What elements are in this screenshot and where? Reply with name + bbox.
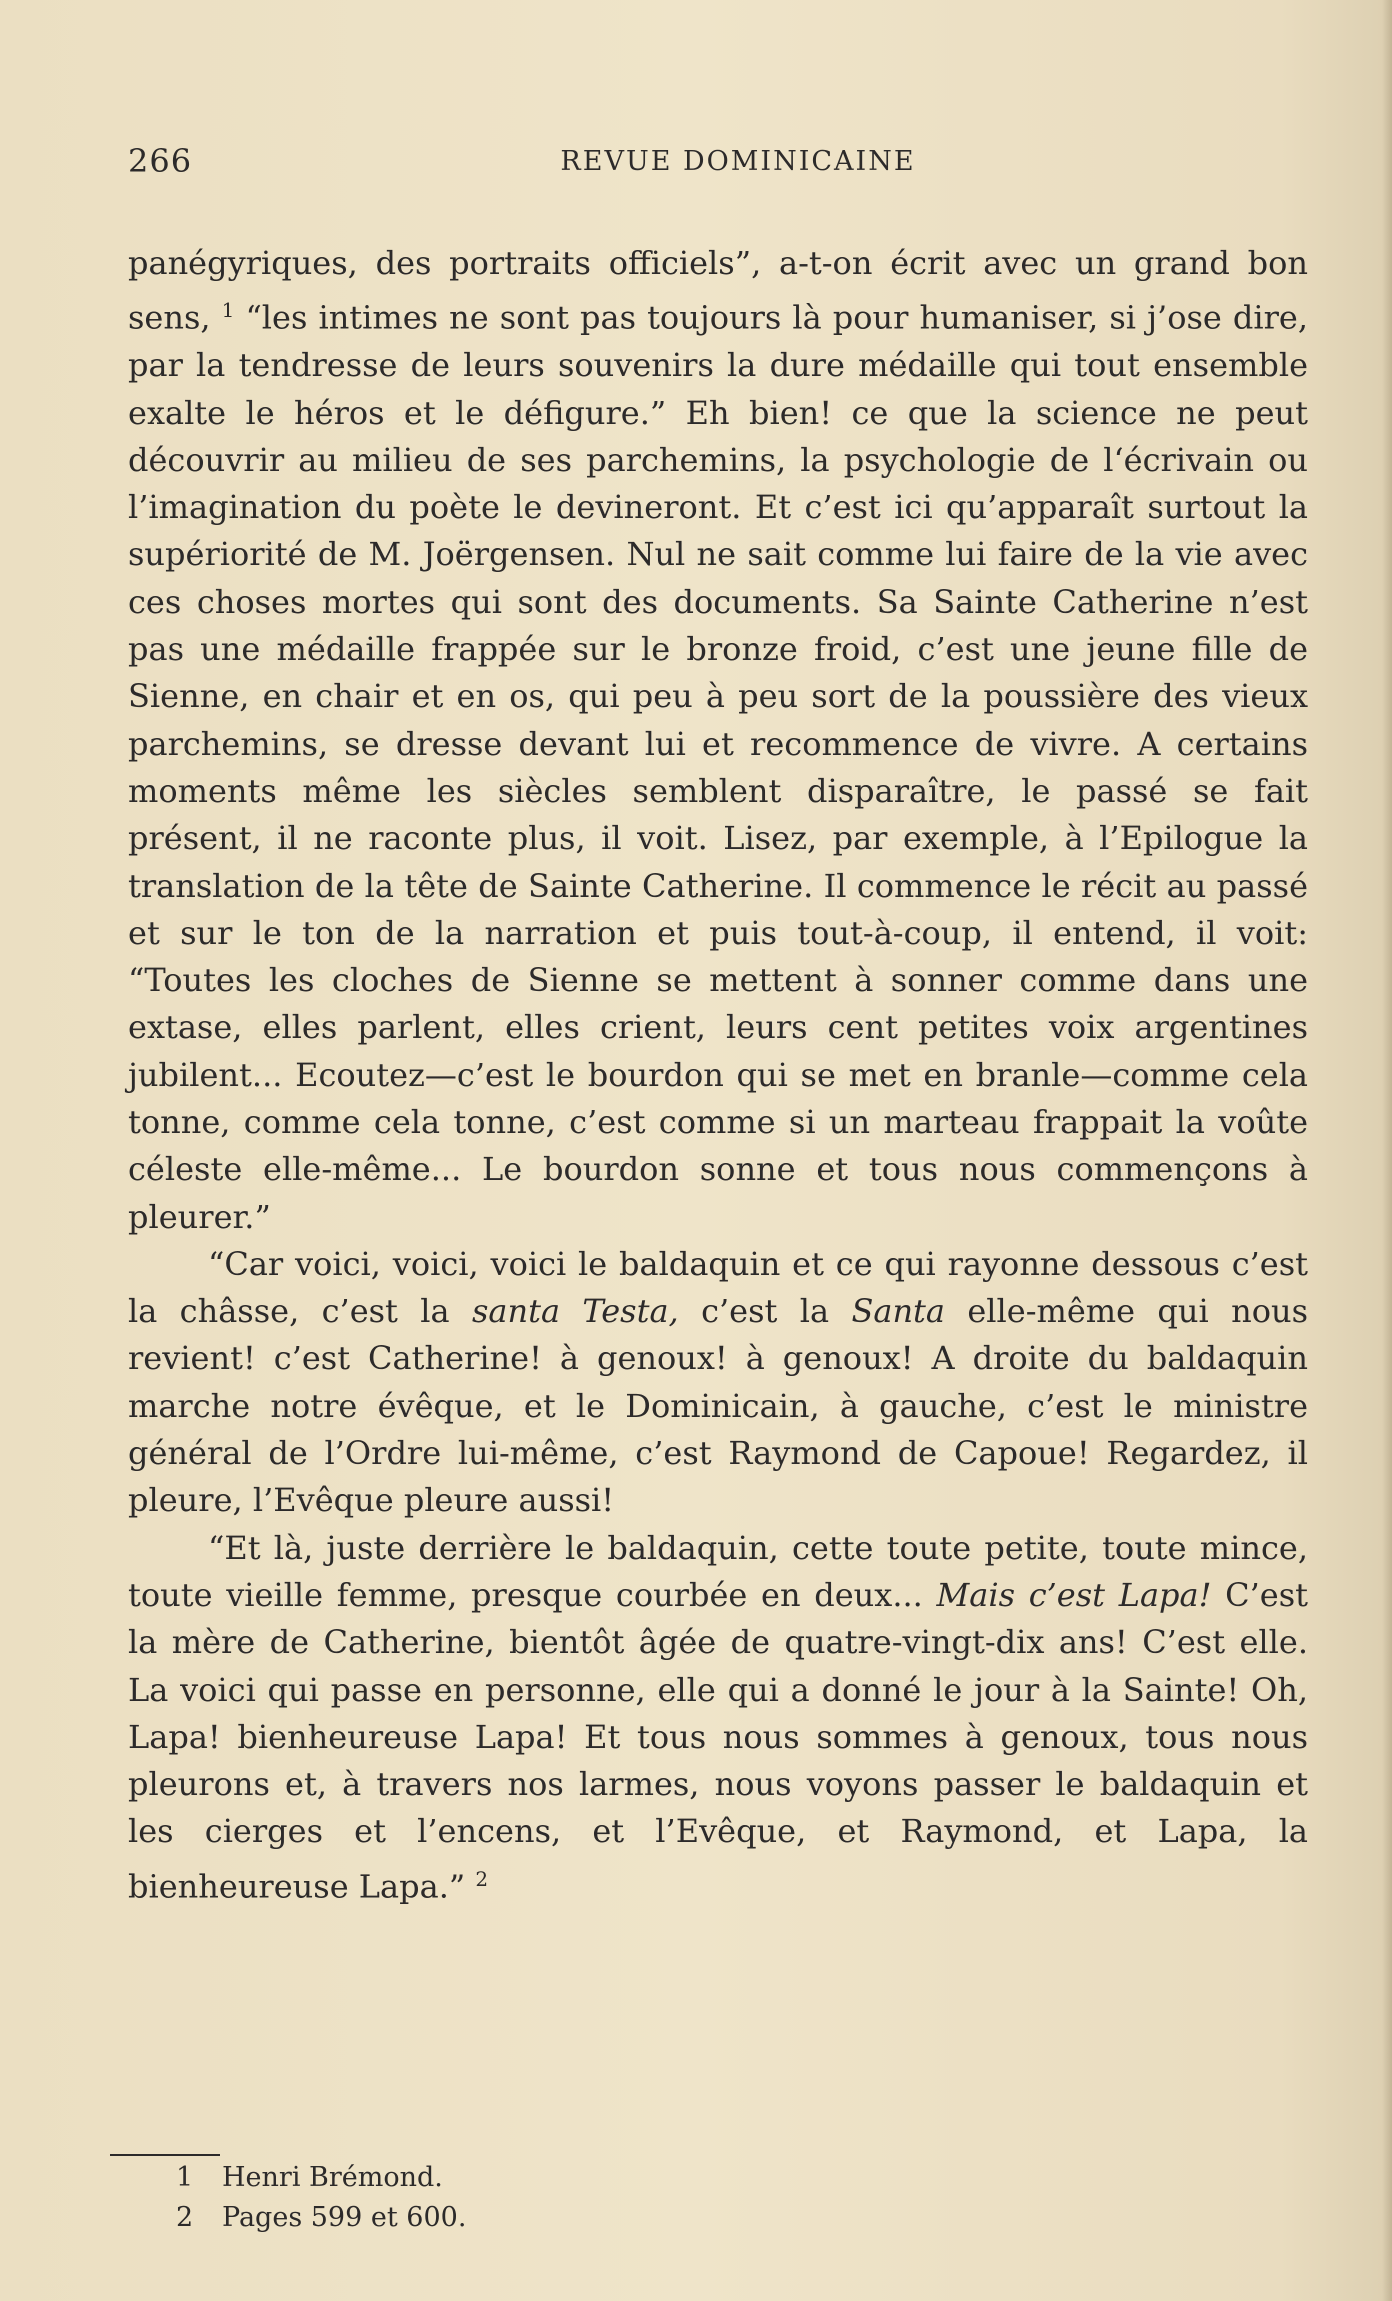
footnote-text: Henri Brémond. [222, 2162, 443, 2193]
footnote-ref: 2 [475, 1866, 489, 1891]
footnote-number: 2 [176, 2202, 194, 2233]
body-text [128, 240, 1308, 1911]
italic-text: Santa [851, 1292, 945, 1331]
footnote [176, 2198, 1076, 2238]
paragraph [128, 1525, 1308, 1911]
page-header [128, 142, 1308, 190]
text-run: C’est la mère de Catherine, bientôt âgée de quatre-vingt-dix ans! C’est elle. La voici qui passe en personne, elle qui a donné le jour à la Sainte! Oh, Lapa! bienheureuse Lapa! Et tous nous sommes à genoux, tous nous pleurons et, à travers nos larmes, nous voyons passer le baldaquin et les cierges et l’encens, et l’Evêque, et Raymond, et Lapa, la bienheureuse Lapa.” [128, 1575, 1309, 1906]
footnote-rule [110, 2154, 220, 2156]
paragraph [128, 1241, 1308, 1525]
text-run: “Car voici, voici, voici le baldaquin et ce qui rayonne dessous c’est la châsse, c’est la [128, 1244, 1308, 1331]
running-title: REVUE DOMINICAINE [560, 146, 916, 177]
text-run: elle-même qui nous revient! c’est Catherine! à genoux! à genoux! A droite du baldaquin marche notre évêque, et le Dominicain, à gauche, c’est le ministre général de l’Ordre lui-même, c’est Raymond de Capoue! Regardez, il pleure, l’Evêque pleure aussi! [128, 1292, 1309, 1520]
text-run: c’est la [678, 1292, 852, 1331]
text-run: panégyriques, des portraits officiels”, a-t-on écrit avec un grand bon sens, [128, 244, 1308, 337]
footnote-number: 1 [176, 2162, 194, 2193]
footnotes [176, 2158, 1076, 2238]
paragraph [128, 240, 1308, 1241]
page-edge-shadow [1382, 0, 1392, 2301]
text-run: “Et là, juste derrière le baldaquin, cette toute petite, toute mince, toute vieille femme, presque courbée en deux... [128, 1528, 1308, 1614]
italic-text: Mais c’est Lapa! [936, 1575, 1212, 1614]
footnote-ref: 1 [221, 298, 235, 323]
footnote-text: Pages 599 et 600. [222, 2202, 467, 2233]
page-number: 266 [128, 142, 193, 180]
text-run: “les intimes ne sont pas toujours là pour humaniser, si j’ose dire, par la tendresse de leurs souvenirs la dure médaille qui tout ensemble exalte le héros et le défigure.” Eh bien! ce que la science ne peut découvrir au milieu de ses parchemins, la psychologie de l‘écrivain ou l’imagination du poète le devineront. Et c’est ici qu’apparaît surtout la supériorité de M. Joërgensen. Nul ne sait comme lui faire de la vie avec ces choses mortes qui sont des documents. Sa Sainte Catherine n’est pas une médaille frappée sur le bronze froid, c’est une jeune fille de Sienne, en chair et en os, qui peu à peu sort de la poussière des vieux parchemins, se dresse devant lui et recommence de vivre. A certains moments même les siècles semblent disparaître, le passé se fait présent, il ne raconte plus, il voit. Lisez, par exemple, à l’Epilogue la translation de la tête de Sainte Catherine. Il commence le récit au passé et sur le ton de la narration et puis tout-à-coup, il entend, il voit: “Toutes les cloches de Sienne se mettent à sonner comme dans une extase, elles parlent, elles crient, leurs cent petites voix argentines jubilent... Ecoutez—c’est le bourdon qui se met en branle—comme cela tonne, comme cela tonne, c’est comme si un marteau frappait la voûte céleste elle-même... Le bourdon sonne et tous nous commençons à pleurer.” [128, 298, 1309, 1236]
footnote [176, 2158, 1076, 2198]
italic-text: santa Testa, [471, 1292, 679, 1331]
